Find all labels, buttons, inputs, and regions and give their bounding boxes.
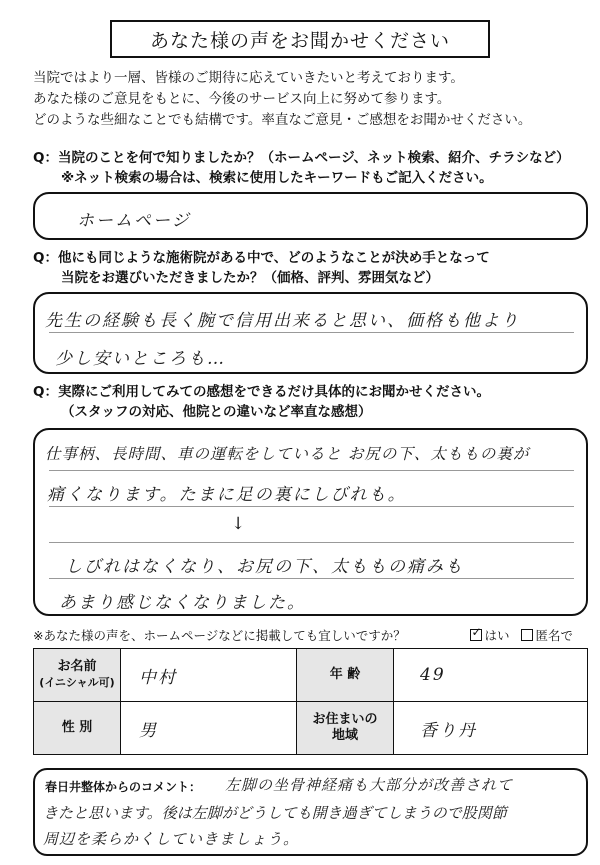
consent-question: ※あなた様の声を、ホームページなどに掲載しても宜しいですか？ [33, 628, 406, 643]
question-3 [33, 382, 490, 422]
age-value: 49 [420, 665, 446, 685]
answer-1-box[interactable] [33, 192, 588, 240]
answer-3-line: 痛くなります。たまに足の裏にしびれも。 [47, 485, 407, 505]
option-anonymous-label: 匿名で [535, 628, 573, 643]
option-yes-label: はい [484, 628, 510, 643]
comment-label: 春日井整体からのコメント： [45, 780, 202, 794]
name-value-cell[interactable] [121, 649, 297, 702]
question-1-line2: ※ネット検索の場合は、検索に使用したキーワードもご記入ください。 [61, 170, 493, 186]
rule-line [49, 470, 574, 471]
option-anonymous[interactable] [521, 626, 573, 644]
gender-value-cell[interactable] [121, 702, 297, 755]
question-2-line2: 当院をお選びいただきましたか？（価格、評判、雰囲気など） [61, 270, 439, 286]
answer-3-line: あまり感じなくなりました。 [59, 593, 306, 613]
checkbox-icon[interactable] [521, 629, 533, 641]
comment-box [33, 768, 588, 856]
age-label-cell [297, 649, 394, 702]
area-label: お住まいの [312, 712, 378, 727]
checkbox-checked-icon[interactable] [470, 629, 482, 641]
page-title: あなた様の声をお聞かせください [110, 20, 490, 58]
answer-3-line: 仕事柄、長時間、車の運転をしていると お尻の下、太ももの裏が [45, 445, 530, 463]
answer-2-line: 先生の経験も長く腕で信用出来ると思い、価格も他より [45, 311, 520, 331]
answer-2-line: 少し安いところも… [55, 349, 226, 369]
question-3-line2: （スタッフの対応、他院との違いなど率直な感想） [61, 404, 372, 420]
question-2-line1: Q：他にも同じような施術院がある中で、どのようなことが決め手となって [33, 250, 490, 266]
comment-line: 左脚の坐骨神経痛も大部分が改善されて [225, 776, 514, 794]
name-label: お名前 [57, 659, 97, 674]
area-value: 香り丹 [420, 720, 477, 741]
comment-line: きたと思います。後は左脚がどうしても開き過ぎてしまうので股関節 [43, 804, 507, 822]
comment-line: 周辺を柔らかくしていきましょう。 [43, 830, 300, 848]
rule-line [49, 506, 574, 507]
consent-row [33, 626, 593, 644]
name-sublabel: (イニシャル可) [39, 676, 115, 689]
name-label-cell [34, 649, 121, 702]
rule-line [49, 332, 574, 333]
intro-line: どのような些細なことでも結構です。率直なご意見・ご感想をお聞かせください。 [33, 112, 532, 128]
area-label-cell [297, 702, 394, 755]
option-yes[interactable] [470, 626, 509, 644]
info-table [33, 648, 588, 755]
area-value-cell[interactable] [394, 702, 588, 755]
answer-3-box[interactable] [33, 428, 588, 616]
answer-3-line: しびれはなくなり、お尻の下、太ももの痛みも [65, 557, 464, 577]
answer-1-text: ホームページ [77, 211, 191, 231]
age-value-cell[interactable] [394, 649, 588, 702]
rule-line [49, 578, 574, 579]
name-value: 中村 [139, 667, 177, 688]
answer-2-box[interactable] [33, 292, 588, 374]
area-label: 地域 [331, 728, 358, 743]
age-label: 年 齢 [329, 667, 361, 682]
intro-text [33, 68, 593, 131]
rule-line [49, 542, 574, 543]
gender-label-cell [34, 702, 121, 755]
intro-line: あなた様のご意見をもとに、今後のサービス向上に努めて参ります。 [33, 91, 451, 107]
gender-label: 性 別 [61, 720, 93, 735]
question-2 [33, 248, 490, 288]
question-3-line1: Q：実際にご利用してみての感想をできるだけ具体的にお聞かせください。 [33, 384, 490, 400]
gender-value: 男 [139, 720, 158, 741]
intro-line: 当院ではより一層、皆様のご期待に応えていきたいと考えております。 [33, 70, 464, 86]
question-1-line1: Q：当院のことを何で知りましたか？（ホームページ、ネット検索、紹介、チラシなど） [33, 150, 570, 166]
arrow-down: ↓ [231, 514, 248, 534]
question-1 [33, 148, 570, 188]
